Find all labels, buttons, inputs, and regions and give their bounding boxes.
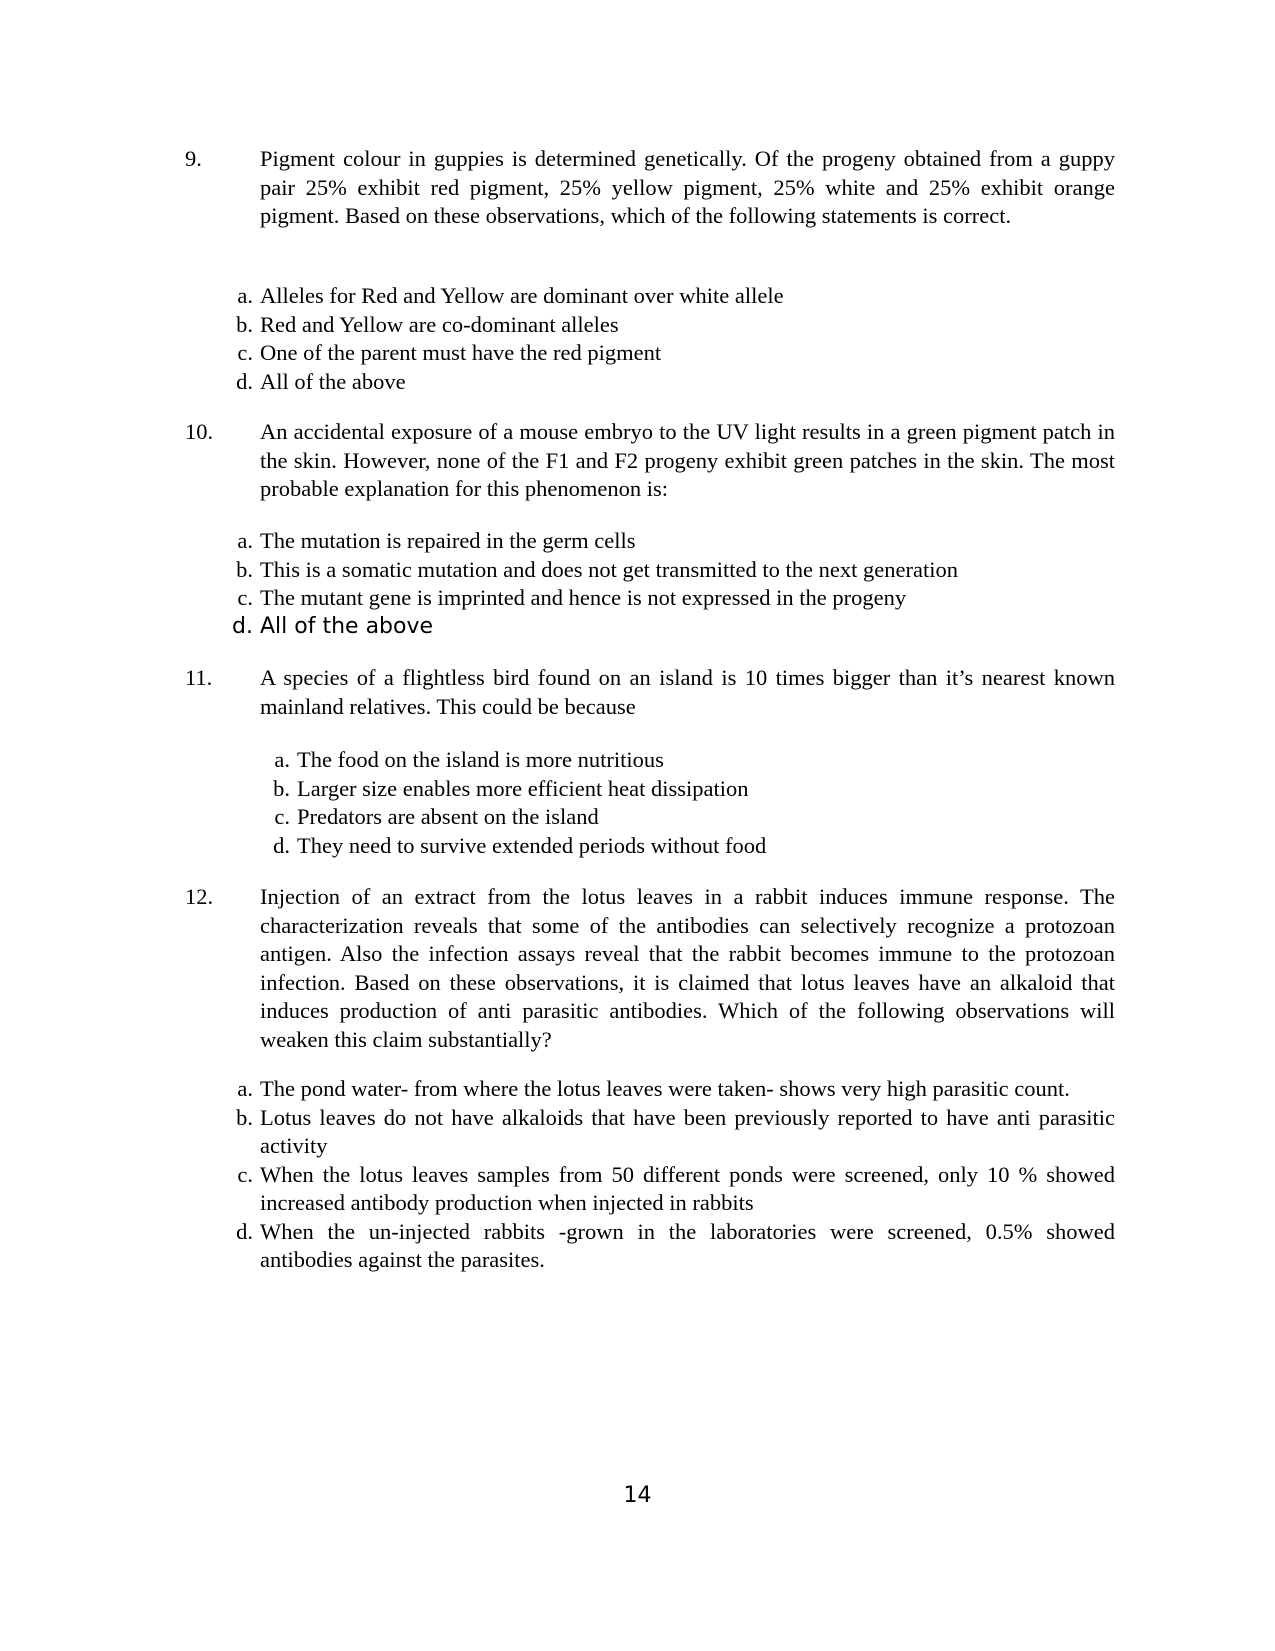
question-text: An accidental exposure of a mouse embryo to the UV light results in a green pigment patch in the skin. However, none of the F1 and F2 progeny exhibit green patches in the skin. The most probable explanation for this phenomenon is: — [260, 419, 1115, 501]
option-d — [223, 368, 1115, 397]
question-9 — [185, 145, 1115, 231]
option-a — [260, 746, 1115, 775]
option-text: All of the above — [260, 613, 434, 639]
option-b — [223, 311, 1115, 340]
option-c — [223, 584, 1115, 613]
question-11 — [185, 664, 1115, 721]
option-d — [223, 613, 1115, 642]
option-label: a. — [237, 528, 253, 553]
option-b — [223, 556, 1115, 585]
question-text: Injection of an extract from the lotus leaves in a rabbit induces immune response. The characterization reveals that some of the antibodies can selectively recognize a protozoan antigen. Also the infection assays reveal that the rabbit becomes immune to the protozoan infection. Based on these observations, it is claimed that lotus leaves have an alkaloid that induces production of anti parasitic antibodies. Which of the following observations will weaken this claim substantially? — [260, 884, 1115, 1052]
question-number: 9. — [185, 146, 202, 171]
option-a — [223, 282, 1115, 311]
page-number: 14 — [623, 1483, 652, 1508]
option-c — [223, 339, 1115, 368]
option-a — [223, 1075, 1115, 1104]
option-label: d. — [236, 368, 253, 394]
option-text: When the lotus leaves samples from 50 different ponds were screened, only 10 % showed increased antibody production when injected in rabbits — [260, 1161, 1115, 1215]
option-text: Alleles for Red and Yellow are dominant over white allele — [260, 283, 784, 308]
option-label: b. — [236, 556, 253, 582]
option-label: a. — [274, 747, 290, 772]
option-label: c. — [237, 585, 253, 610]
option-label: b. — [236, 1104, 253, 1130]
option-c — [223, 1161, 1115, 1218]
option-label: a. — [237, 283, 253, 308]
option-text: The mutation is repaired in the germ cells — [260, 528, 636, 553]
option-text: The pond water- from where the lotus leaves were taken- shows very high parasitic count. — [260, 1076, 1070, 1101]
question-number: 11. — [185, 665, 213, 690]
question-text: Pigment colour in guppies is determined genetically. Of the progeny obtained from a guppy pair 25% exhibit red pigment, 25% yellow pigment, 25% white and 25% exhibit orange pigment. Based on these observations, which of the following statements is correct. — [260, 146, 1115, 228]
option-c — [260, 803, 1115, 832]
option-text: The mutant gene is imprinted and hence is not expressed in the progeny — [260, 585, 907, 610]
options-list-q9 — [223, 282, 1115, 396]
options-list-q12 — [223, 1075, 1115, 1275]
option-text: All of the above — [260, 368, 406, 394]
options-list-q10 — [223, 527, 1115, 641]
options-list-q11 — [260, 746, 1115, 860]
option-label: a. — [237, 1076, 253, 1101]
option-d — [223, 1218, 1115, 1275]
option-d — [260, 832, 1115, 861]
option-text: One of the parent must have the red pigment — [260, 340, 662, 365]
option-text: Larger size enables more efficient heat dissipation — [297, 775, 749, 801]
question-10 — [185, 418, 1115, 504]
option-text: They need to survive extended periods without food — [297, 832, 767, 858]
option-label: d. — [273, 832, 290, 858]
question-text: A species of a flightless bird found on an island is 10 times bigger than it’s nearest known mainland relatives. This could be because — [260, 665, 1115, 719]
option-text: This is a somatic mutation and does not get transmitted to the next generation — [260, 556, 958, 582]
option-b — [223, 1104, 1115, 1161]
option-label: c. — [237, 1161, 253, 1187]
option-text: When the un-injected rabbits -grown in the laboratories were screened, 0.5% showed antibodies against the parasites. — [260, 1218, 1115, 1272]
question-number: 12. — [185, 884, 214, 909]
option-label: b. — [273, 775, 290, 801]
option-text: Predators are absent on the island — [297, 804, 599, 829]
option-label: c. — [274, 804, 290, 829]
option-label: b. — [236, 311, 253, 337]
option-text: The food on the island is more nutritious — [297, 747, 664, 772]
option-label: d. — [236, 1218, 253, 1244]
option-text: Lotus leaves do not have alkaloids that have been previously reported to have anti parasitic activity — [260, 1104, 1115, 1158]
option-label: d. — [232, 613, 253, 639]
option-label: c. — [237, 340, 253, 365]
question-number: 10. — [185, 419, 214, 444]
question-12 — [185, 883, 1115, 1054]
option-text: Red and Yellow are co-dominant alleles — [260, 311, 619, 337]
option-b — [260, 775, 1115, 804]
option-a — [223, 527, 1115, 556]
